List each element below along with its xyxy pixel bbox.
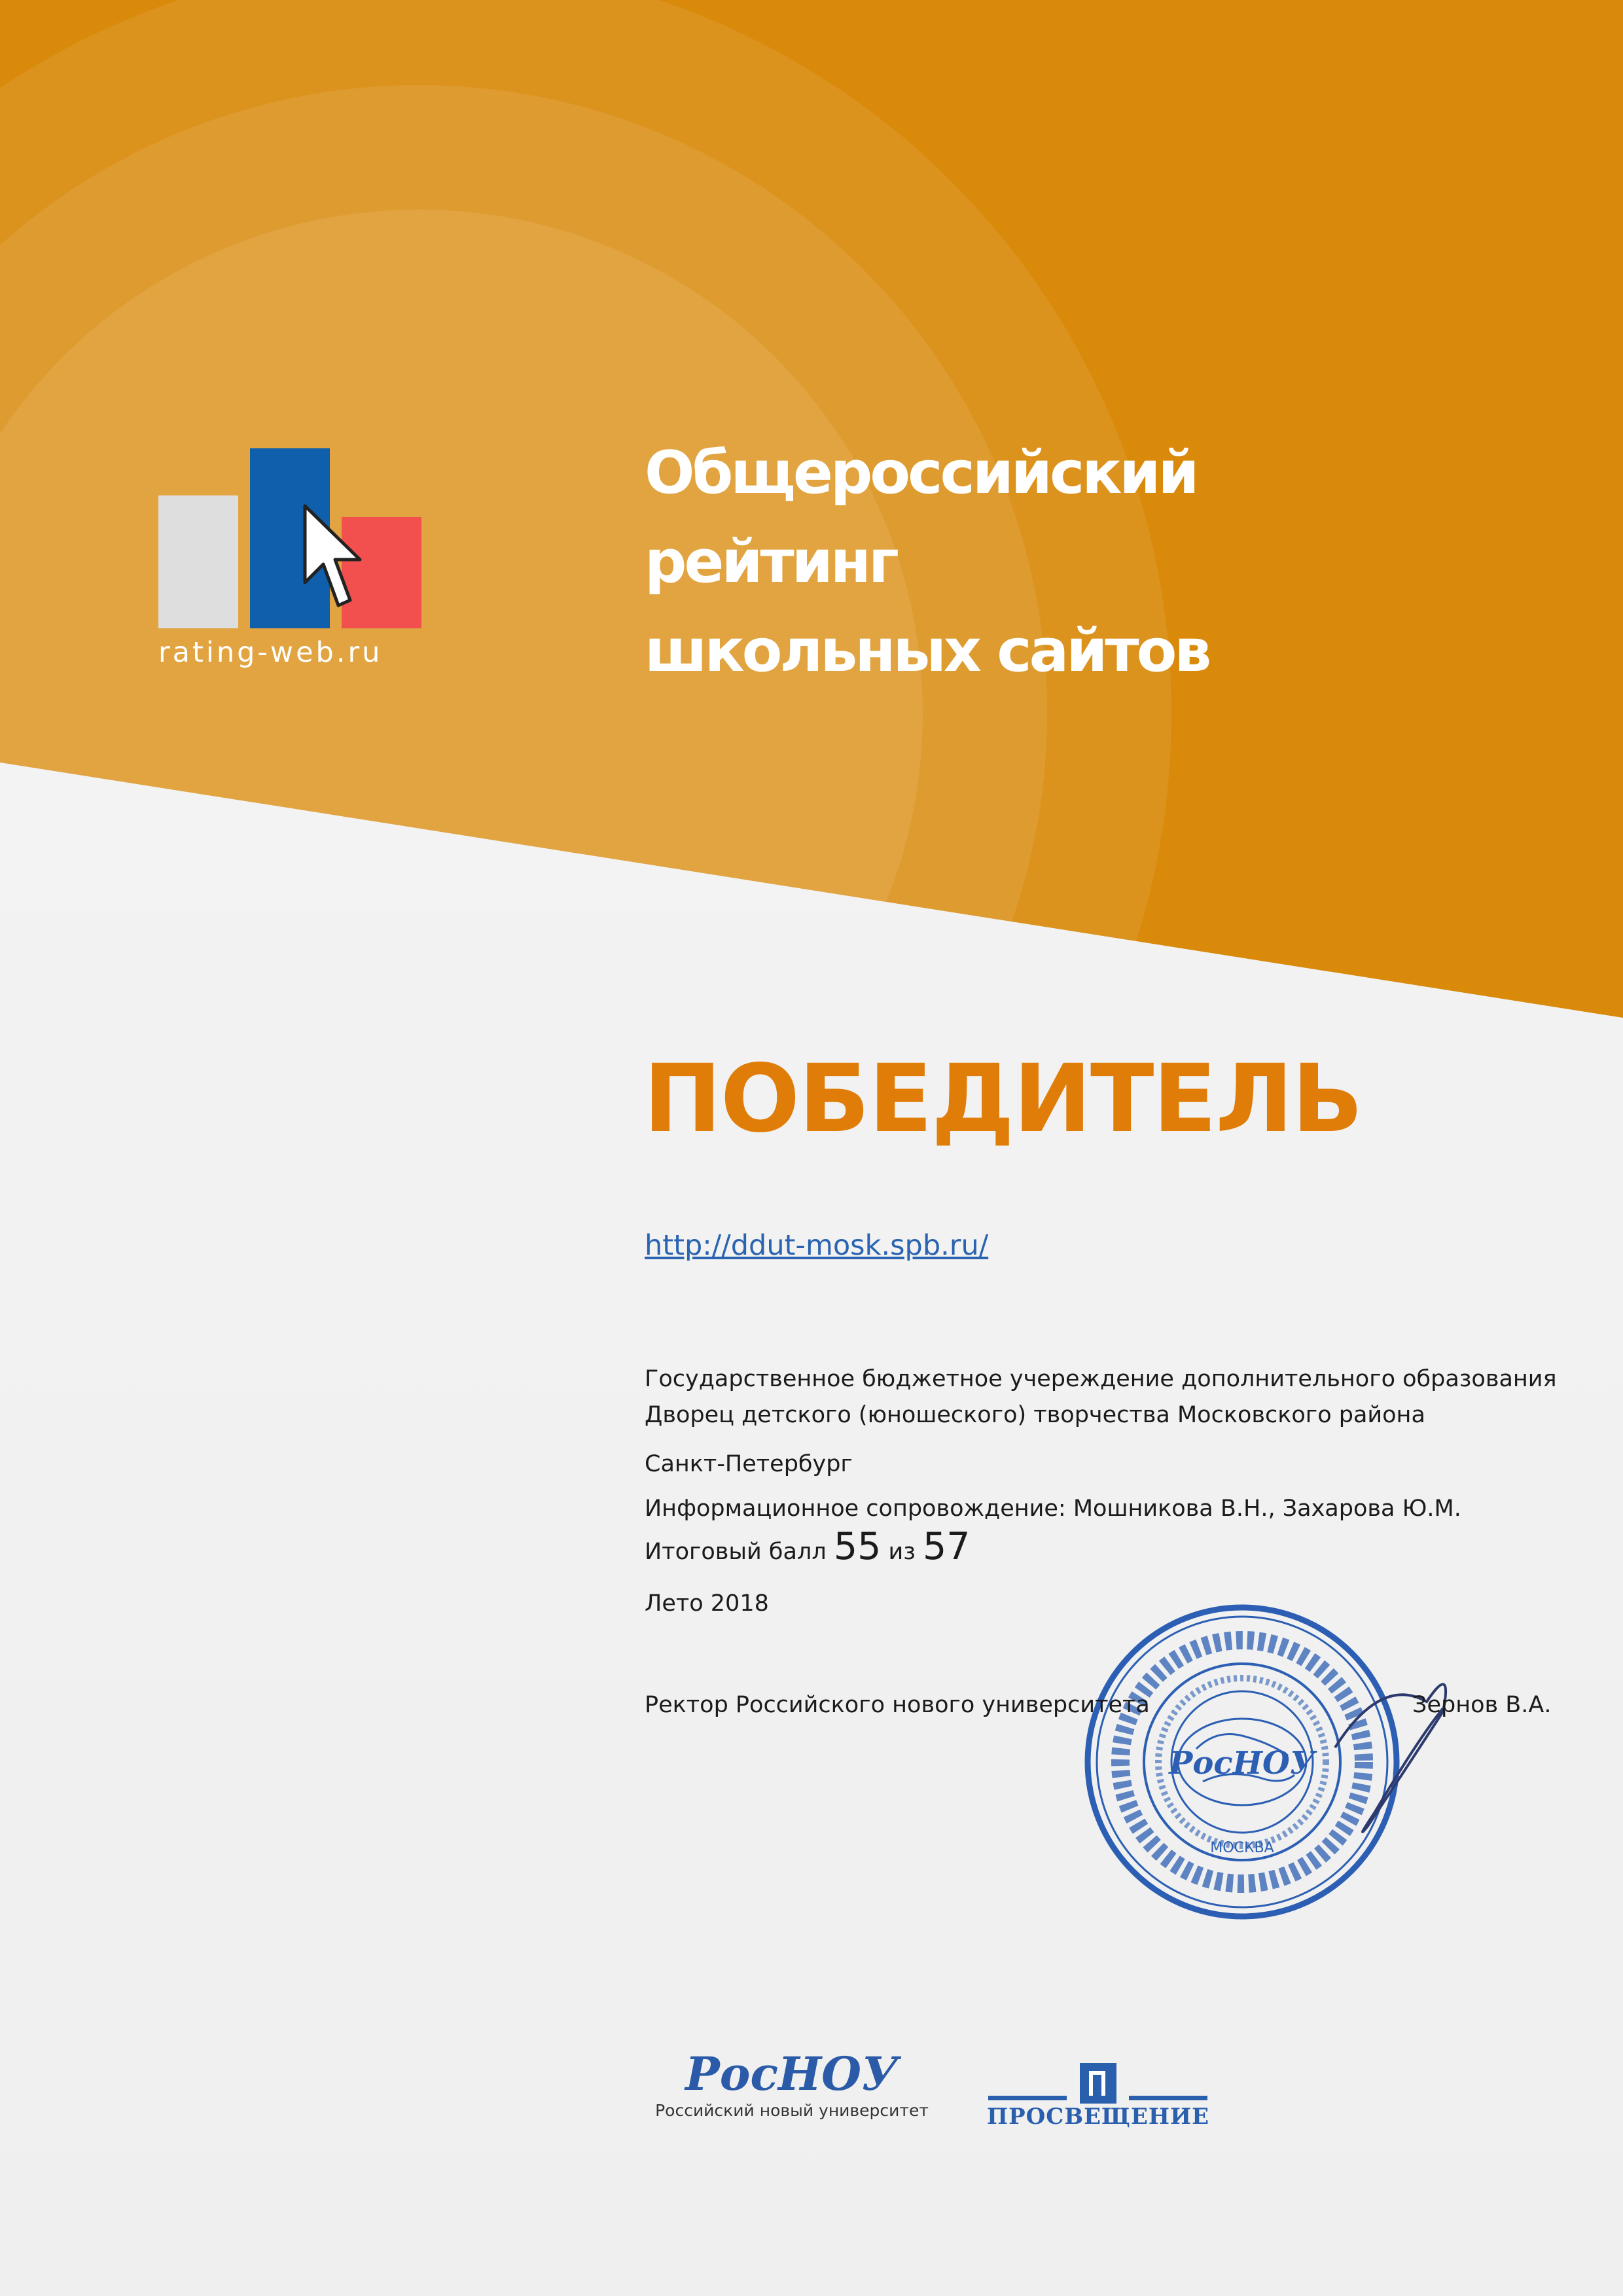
prosveshchenie-logo bbox=[988, 2063, 1207, 2104]
score-separator: из bbox=[888, 1539, 916, 1565]
official-stamp bbox=[1088, 1607, 1397, 1916]
stamp-city-text: МОСКВА bbox=[1210, 1840, 1274, 1856]
title-line: школьных сайтов bbox=[645, 617, 1209, 685]
title-line: рейтинг bbox=[645, 528, 897, 596]
organization-line-2: Дворец детского (юношеского) творчества Московского района bbox=[645, 1402, 1425, 1428]
season-text: Лето 2018 bbox=[645, 1590, 769, 1617]
rosnou-caption: Российский новый университет bbox=[655, 2101, 929, 2120]
score-value: 55 bbox=[833, 1525, 882, 1568]
logo-caption: rating-web.ru bbox=[158, 636, 383, 669]
rosnou-logo: РосНОУ bbox=[685, 2047, 899, 2101]
signatory-name: Зернов В.А. bbox=[1412, 1692, 1552, 1718]
score-line bbox=[645, 1525, 971, 1568]
stamp-center-text: РосНОУ bbox=[1169, 1745, 1315, 1782]
page-title bbox=[645, 429, 1561, 696]
site-url-link[interactable]: http://ddut-mosk.spb.ru/ bbox=[645, 1229, 989, 1262]
support-text: Информационное сопровождение: Мошникова В.Н., Захарова Ю.М. bbox=[645, 1496, 1461, 1522]
signatory-position: Ректор Российского нового университета bbox=[645, 1692, 1150, 1718]
organization-line-1: Государственное бюджетное учереждение дополнительного образования bbox=[645, 1366, 1557, 1392]
score-label: Итоговый балл bbox=[645, 1539, 827, 1565]
prosveshchenie-caption: ПРОСВЕЩЕНИЕ bbox=[987, 2104, 1210, 2130]
award-title: ПОБЕДИТЕЛЬ bbox=[643, 1044, 1362, 1153]
title-line: Общероссийский bbox=[645, 439, 1197, 507]
city-text: Санкт-Петербург bbox=[645, 1451, 853, 1477]
score-max: 57 bbox=[923, 1525, 971, 1568]
